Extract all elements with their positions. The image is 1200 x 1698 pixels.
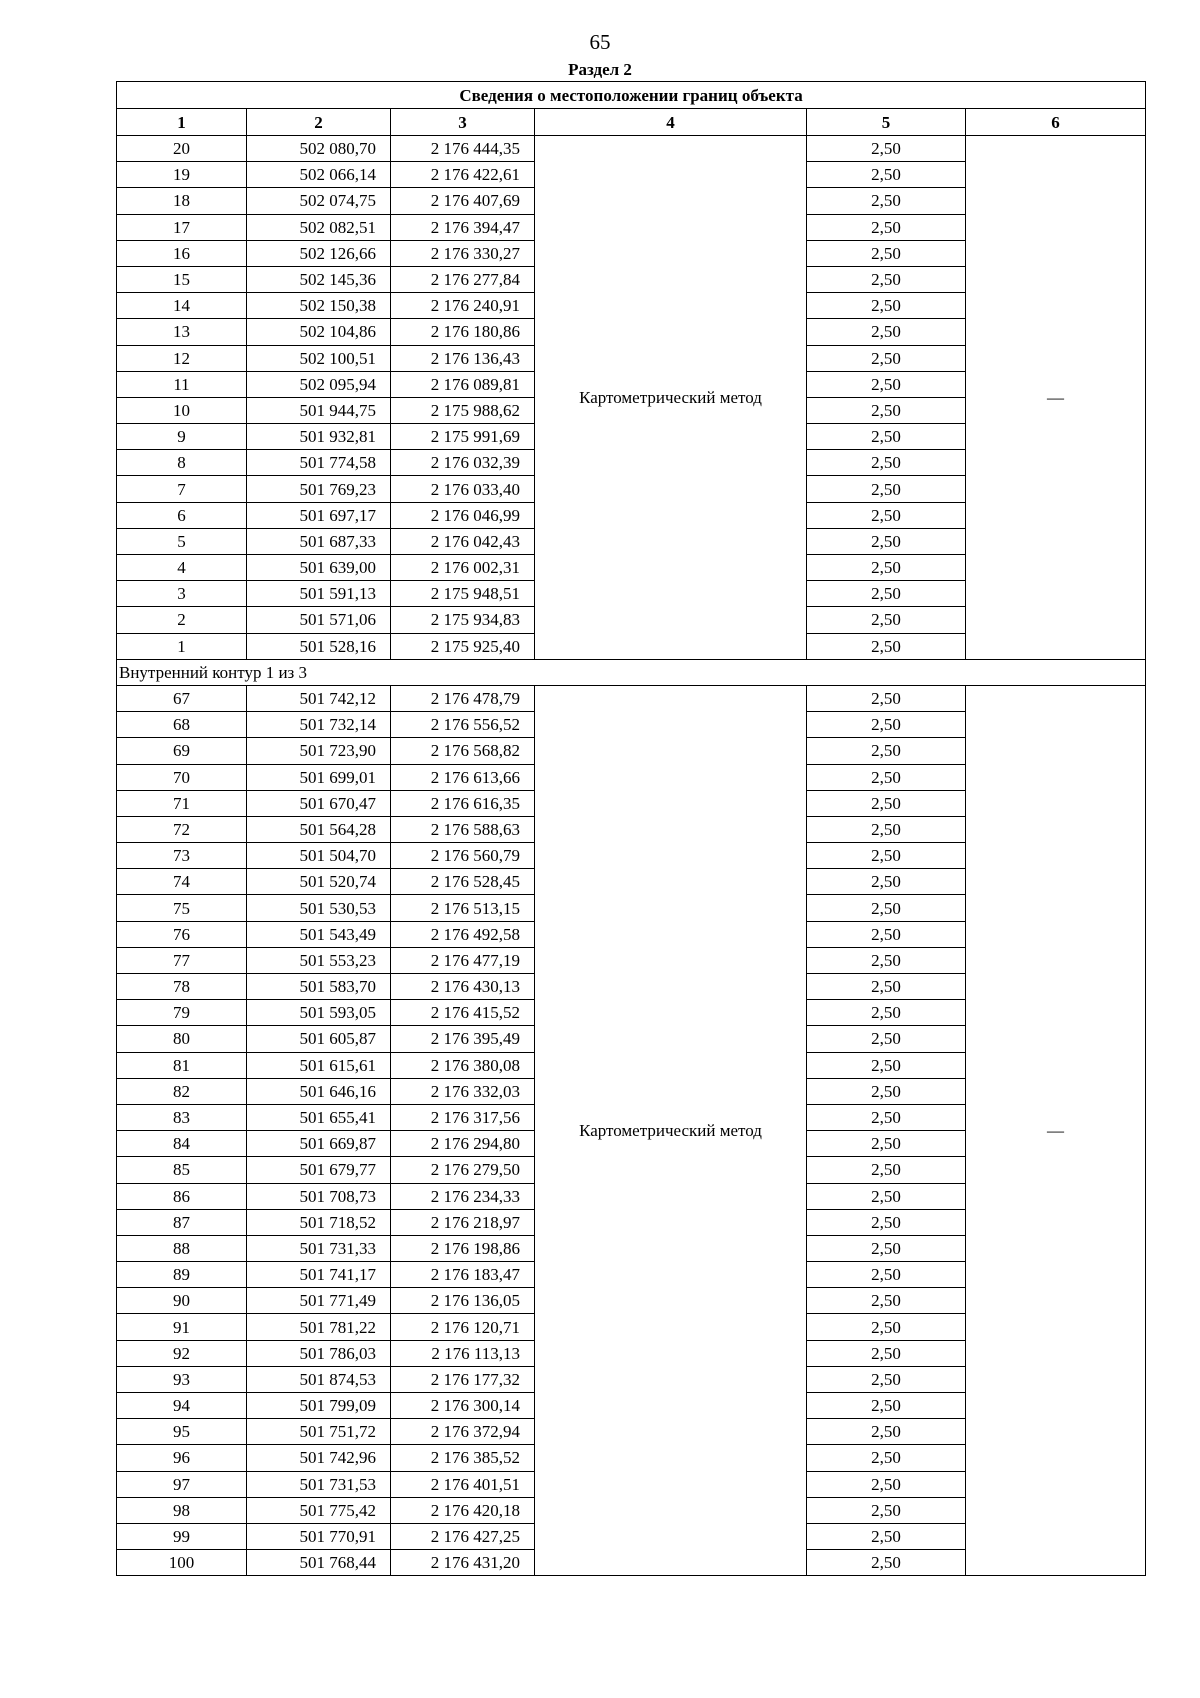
x-coordinate-cell: 501 768,44: [247, 1550, 391, 1576]
x-coordinate-cell: 501 697,17: [247, 502, 391, 528]
y-coordinate-cell: 2 176 556,52: [391, 712, 535, 738]
point-number-cell: 68: [117, 712, 247, 738]
accuracy-cell: 2,50: [807, 371, 966, 397]
x-coordinate-cell: 501 543,49: [247, 921, 391, 947]
x-coordinate-cell: 501 723,90: [247, 738, 391, 764]
y-coordinate-cell: 2 176 234,33: [391, 1183, 535, 1209]
y-coordinate-cell: 2 176 113,13: [391, 1340, 535, 1366]
accuracy-cell: 2,50: [807, 424, 966, 450]
point-number-cell: 73: [117, 843, 247, 869]
accuracy-cell: 2,50: [807, 1026, 966, 1052]
point-number-cell: 85: [117, 1157, 247, 1183]
table-title: Сведения о местоположении границ объекта: [117, 82, 1146, 109]
point-number-cell: 92: [117, 1340, 247, 1366]
point-number-cell: 80: [117, 1026, 247, 1052]
point-number-cell: 76: [117, 921, 247, 947]
accuracy-cell: 2,50: [807, 712, 966, 738]
accuracy-cell: 2,50: [807, 476, 966, 502]
x-coordinate-cell: 501 799,09: [247, 1393, 391, 1419]
point-number-cell: 16: [117, 240, 247, 266]
contour-label-row: [117, 659, 1146, 685]
accuracy-cell: 2,50: [807, 136, 966, 162]
point-number-cell: 8: [117, 450, 247, 476]
y-coordinate-cell: 2 176 385,52: [391, 1445, 535, 1471]
y-coordinate-cell: 2 175 934,83: [391, 607, 535, 633]
x-coordinate-cell: 501 553,23: [247, 947, 391, 973]
point-number-cell: 96: [117, 1445, 247, 1471]
point-number-cell: 81: [117, 1052, 247, 1078]
accuracy-cell: 2,50: [807, 1288, 966, 1314]
y-coordinate-cell: 2 176 300,14: [391, 1393, 535, 1419]
y-coordinate-cell: 2 176 279,50: [391, 1157, 535, 1183]
accuracy-cell: 2,50: [807, 790, 966, 816]
y-coordinate-cell: 2 176 183,47: [391, 1262, 535, 1288]
point-number-cell: 75: [117, 895, 247, 921]
point-number-cell: 4: [117, 555, 247, 581]
point-number-cell: 17: [117, 214, 247, 240]
point-number-cell: 20: [117, 136, 247, 162]
y-coordinate-cell: 2 176 431,20: [391, 1550, 535, 1576]
accuracy-cell: 2,50: [807, 1314, 966, 1340]
accuracy-cell: 2,50: [807, 869, 966, 895]
accuracy-cell: 2,50: [807, 843, 966, 869]
table-row: [117, 685, 1146, 711]
point-number-cell: 84: [117, 1131, 247, 1157]
accuracy-cell: 2,50: [807, 633, 966, 659]
x-coordinate-cell: 501 874,53: [247, 1366, 391, 1392]
x-coordinate-cell: 501 687,33: [247, 528, 391, 554]
description-cell: —: [966, 136, 1146, 660]
x-coordinate-cell: 501 699,01: [247, 764, 391, 790]
accuracy-cell: 2,50: [807, 685, 966, 711]
x-coordinate-cell: 501 669,87: [247, 1131, 391, 1157]
point-number-cell: 15: [117, 266, 247, 292]
accuracy-cell: 2,50: [807, 528, 966, 554]
accuracy-cell: 2,50: [807, 1550, 966, 1576]
contour-label: Внутренний контур 1 из 3: [117, 659, 1146, 685]
accuracy-cell: 2,50: [807, 555, 966, 581]
y-coordinate-cell: 2 176 415,52: [391, 1000, 535, 1026]
x-coordinate-cell: 501 718,52: [247, 1209, 391, 1235]
accuracy-cell: 2,50: [807, 1000, 966, 1026]
y-coordinate-cell: 2 176 330,27: [391, 240, 535, 266]
x-coordinate-cell: 501 751,72: [247, 1419, 391, 1445]
point-number-cell: 98: [117, 1497, 247, 1523]
y-coordinate-cell: 2 176 240,91: [391, 293, 535, 319]
point-number-cell: 12: [117, 345, 247, 371]
x-coordinate-cell: 501 583,70: [247, 974, 391, 1000]
y-coordinate-cell: 2 176 477,19: [391, 947, 535, 973]
x-coordinate-cell: 501 615,61: [247, 1052, 391, 1078]
accuracy-cell: 2,50: [807, 1262, 966, 1288]
accuracy-cell: 2,50: [807, 816, 966, 842]
x-coordinate-cell: 501 605,87: [247, 1026, 391, 1052]
x-coordinate-cell: 501 591,13: [247, 581, 391, 607]
point-number-cell: 89: [117, 1262, 247, 1288]
accuracy-cell: 2,50: [807, 1235, 966, 1261]
y-coordinate-cell: 2 176 042,43: [391, 528, 535, 554]
point-number-cell: 19: [117, 162, 247, 188]
y-coordinate-cell: 2 176 478,79: [391, 685, 535, 711]
point-number-cell: 14: [117, 293, 247, 319]
point-number-cell: 69: [117, 738, 247, 764]
y-coordinate-cell: 2 176 513,15: [391, 895, 535, 921]
accuracy-cell: 2,50: [807, 502, 966, 528]
accuracy-cell: 2,50: [807, 764, 966, 790]
accuracy-cell: 2,50: [807, 162, 966, 188]
y-coordinate-cell: 2 176 046,99: [391, 502, 535, 528]
x-coordinate-cell: 501 742,96: [247, 1445, 391, 1471]
y-coordinate-cell: 2 175 925,40: [391, 633, 535, 659]
point-number-cell: 77: [117, 947, 247, 973]
x-coordinate-cell: 501 530,53: [247, 895, 391, 921]
accuracy-cell: 2,50: [807, 1340, 966, 1366]
y-coordinate-cell: 2 175 948,51: [391, 581, 535, 607]
y-coordinate-cell: 2 176 002,31: [391, 555, 535, 581]
accuracy-cell: 2,50: [807, 1523, 966, 1549]
accuracy-cell: 2,50: [807, 1445, 966, 1471]
accuracy-cell: 2,50: [807, 188, 966, 214]
y-coordinate-cell: 2 176 568,82: [391, 738, 535, 764]
x-coordinate-cell: 501 771,49: [247, 1288, 391, 1314]
accuracy-cell: 2,50: [807, 1157, 966, 1183]
accuracy-cell: 2,50: [807, 1419, 966, 1445]
x-coordinate-cell: 501 731,33: [247, 1235, 391, 1261]
y-coordinate-cell: 2 176 198,86: [391, 1235, 535, 1261]
x-coordinate-cell: 501 670,47: [247, 790, 391, 816]
x-coordinate-cell: 501 731,53: [247, 1471, 391, 1497]
x-coordinate-cell: 501 944,75: [247, 397, 391, 423]
accuracy-cell: 2,50: [807, 397, 966, 423]
point-number-cell: 1: [117, 633, 247, 659]
y-coordinate-cell: 2 176 528,45: [391, 869, 535, 895]
y-coordinate-cell: 2 176 372,94: [391, 1419, 535, 1445]
x-coordinate-cell: 501 770,91: [247, 1523, 391, 1549]
y-coordinate-cell: 2 176 317,56: [391, 1104, 535, 1130]
y-coordinate-cell: 2 176 180,86: [391, 319, 535, 345]
y-coordinate-cell: 2 176 277,84: [391, 266, 535, 292]
column-header: 6: [966, 109, 1146, 136]
x-coordinate-cell: 501 708,73: [247, 1183, 391, 1209]
point-number-cell: 95: [117, 1419, 247, 1445]
accuracy-cell: 2,50: [807, 1471, 966, 1497]
point-number-cell: 91: [117, 1314, 247, 1340]
point-number-cell: 18: [117, 188, 247, 214]
y-coordinate-cell: 2 175 988,62: [391, 397, 535, 423]
point-number-cell: 72: [117, 816, 247, 842]
point-number-cell: 88: [117, 1235, 247, 1261]
accuracy-cell: 2,50: [807, 293, 966, 319]
x-coordinate-cell: 501 593,05: [247, 1000, 391, 1026]
accuracy-cell: 2,50: [807, 1366, 966, 1392]
x-coordinate-cell: 501 571,06: [247, 607, 391, 633]
point-number-cell: 83: [117, 1104, 247, 1130]
point-number-cell: 79: [117, 1000, 247, 1026]
boundary-table: [116, 81, 1146, 1576]
point-number-cell: 7: [117, 476, 247, 502]
y-coordinate-cell: 2 176 033,40: [391, 476, 535, 502]
y-coordinate-cell: 2 176 332,03: [391, 1078, 535, 1104]
x-coordinate-cell: 501 741,17: [247, 1262, 391, 1288]
accuracy-cell: 2,50: [807, 214, 966, 240]
y-coordinate-cell: 2 176 177,32: [391, 1366, 535, 1392]
x-coordinate-cell: 501 769,23: [247, 476, 391, 502]
accuracy-cell: 2,50: [807, 1104, 966, 1130]
x-coordinate-cell: 502 095,94: [247, 371, 391, 397]
accuracy-cell: 2,50: [807, 1393, 966, 1419]
point-number-cell: 97: [117, 1471, 247, 1497]
x-coordinate-cell: 502 145,36: [247, 266, 391, 292]
accuracy-cell: 2,50: [807, 895, 966, 921]
x-coordinate-cell: 502 150,38: [247, 293, 391, 319]
point-number-cell: 100: [117, 1550, 247, 1576]
y-coordinate-cell: 2 176 588,63: [391, 816, 535, 842]
y-coordinate-cell: 2 176 616,35: [391, 790, 535, 816]
column-header: 1: [117, 109, 247, 136]
description-cell: —: [966, 685, 1146, 1575]
y-coordinate-cell: 2 176 120,71: [391, 1314, 535, 1340]
method-cell: Картометрический метод: [535, 685, 807, 1575]
x-coordinate-cell: 502 074,75: [247, 188, 391, 214]
x-coordinate-cell: 501 564,28: [247, 816, 391, 842]
point-number-cell: 13: [117, 319, 247, 345]
accuracy-cell: 2,50: [807, 1052, 966, 1078]
x-coordinate-cell: 501 781,22: [247, 1314, 391, 1340]
point-number-cell: 86: [117, 1183, 247, 1209]
accuracy-cell: 2,50: [807, 1078, 966, 1104]
x-coordinate-cell: 501 528,16: [247, 633, 391, 659]
point-number-cell: 11: [117, 371, 247, 397]
point-number-cell: 10: [117, 397, 247, 423]
x-coordinate-cell: 501 774,58: [247, 450, 391, 476]
point-number-cell: 3: [117, 581, 247, 607]
y-coordinate-cell: 2 176 430,13: [391, 974, 535, 1000]
y-coordinate-cell: 2 176 427,25: [391, 1523, 535, 1549]
accuracy-cell: 2,50: [807, 738, 966, 764]
y-coordinate-cell: 2 176 294,80: [391, 1131, 535, 1157]
y-coordinate-cell: 2 176 420,18: [391, 1497, 535, 1523]
y-coordinate-cell: 2 176 613,66: [391, 764, 535, 790]
point-number-cell: 70: [117, 764, 247, 790]
x-coordinate-cell: 502 126,66: [247, 240, 391, 266]
y-coordinate-cell: 2 176 136,43: [391, 345, 535, 371]
page-number: 65: [589, 30, 611, 54]
y-coordinate-cell: 2 175 991,69: [391, 424, 535, 450]
point-number-cell: 94: [117, 1393, 247, 1419]
y-coordinate-cell: 2 176 492,58: [391, 921, 535, 947]
table-title-row: [117, 82, 1146, 109]
accuracy-cell: 2,50: [807, 450, 966, 476]
accuracy-cell: 2,50: [807, 1131, 966, 1157]
y-coordinate-cell: 2 176 380,08: [391, 1052, 535, 1078]
accuracy-cell: 2,50: [807, 1209, 966, 1235]
y-coordinate-cell: 2 176 560,79: [391, 843, 535, 869]
accuracy-cell: 2,50: [807, 974, 966, 1000]
x-coordinate-cell: 501 679,77: [247, 1157, 391, 1183]
point-number-cell: 2: [117, 607, 247, 633]
section-title: Раздел 2: [568, 60, 632, 79]
x-coordinate-cell: 502 104,86: [247, 319, 391, 345]
y-coordinate-cell: 2 176 136,05: [391, 1288, 535, 1314]
accuracy-cell: 2,50: [807, 345, 966, 371]
accuracy-cell: 2,50: [807, 947, 966, 973]
y-coordinate-cell: 2 176 394,47: [391, 214, 535, 240]
x-coordinate-cell: 501 932,81: [247, 424, 391, 450]
y-coordinate-cell: 2 176 444,35: [391, 136, 535, 162]
accuracy-cell: 2,50: [807, 607, 966, 633]
x-coordinate-cell: 501 646,16: [247, 1078, 391, 1104]
x-coordinate-cell: 501 639,00: [247, 555, 391, 581]
column-header: 3: [391, 109, 535, 136]
point-number-cell: 6: [117, 502, 247, 528]
x-coordinate-cell: 502 082,51: [247, 214, 391, 240]
point-number-cell: 99: [117, 1523, 247, 1549]
point-number-cell: 9: [117, 424, 247, 450]
x-coordinate-cell: 501 775,42: [247, 1497, 391, 1523]
y-coordinate-cell: 2 176 218,97: [391, 1209, 535, 1235]
accuracy-cell: 2,50: [807, 1183, 966, 1209]
table-row: [117, 136, 1146, 162]
point-number-cell: 90: [117, 1288, 247, 1314]
accuracy-cell: 2,50: [807, 266, 966, 292]
y-coordinate-cell: 2 176 422,61: [391, 162, 535, 188]
accuracy-cell: 2,50: [807, 240, 966, 266]
accuracy-cell: 2,50: [807, 319, 966, 345]
column-header: 4: [535, 109, 807, 136]
point-number-cell: 93: [117, 1366, 247, 1392]
point-number-cell: 71: [117, 790, 247, 816]
y-coordinate-cell: 2 176 401,51: [391, 1471, 535, 1497]
x-coordinate-cell: 501 732,14: [247, 712, 391, 738]
column-header: 5: [807, 109, 966, 136]
y-coordinate-cell: 2 176 407,69: [391, 188, 535, 214]
accuracy-cell: 2,50: [807, 581, 966, 607]
point-number-cell: 5: [117, 528, 247, 554]
y-coordinate-cell: 2 176 032,39: [391, 450, 535, 476]
x-coordinate-cell: 501 786,03: [247, 1340, 391, 1366]
x-coordinate-cell: 501 504,70: [247, 843, 391, 869]
y-coordinate-cell: 2 176 395,49: [391, 1026, 535, 1052]
x-coordinate-cell: 502 100,51: [247, 345, 391, 371]
column-header: 2: [247, 109, 391, 136]
point-number-cell: 67: [117, 685, 247, 711]
method-cell: Картометрический метод: [535, 136, 807, 660]
x-coordinate-cell: 502 066,14: [247, 162, 391, 188]
x-coordinate-cell: 501 742,12: [247, 685, 391, 711]
x-coordinate-cell: 501 520,74: [247, 869, 391, 895]
accuracy-cell: 2,50: [807, 921, 966, 947]
x-coordinate-cell: 501 655,41: [247, 1104, 391, 1130]
accuracy-cell: 2,50: [807, 1497, 966, 1523]
table-header-row: [117, 109, 1146, 136]
point-number-cell: 74: [117, 869, 247, 895]
x-coordinate-cell: 502 080,70: [247, 136, 391, 162]
point-number-cell: 82: [117, 1078, 247, 1104]
y-coordinate-cell: 2 176 089,81: [391, 371, 535, 397]
point-number-cell: 78: [117, 974, 247, 1000]
point-number-cell: 87: [117, 1209, 247, 1235]
